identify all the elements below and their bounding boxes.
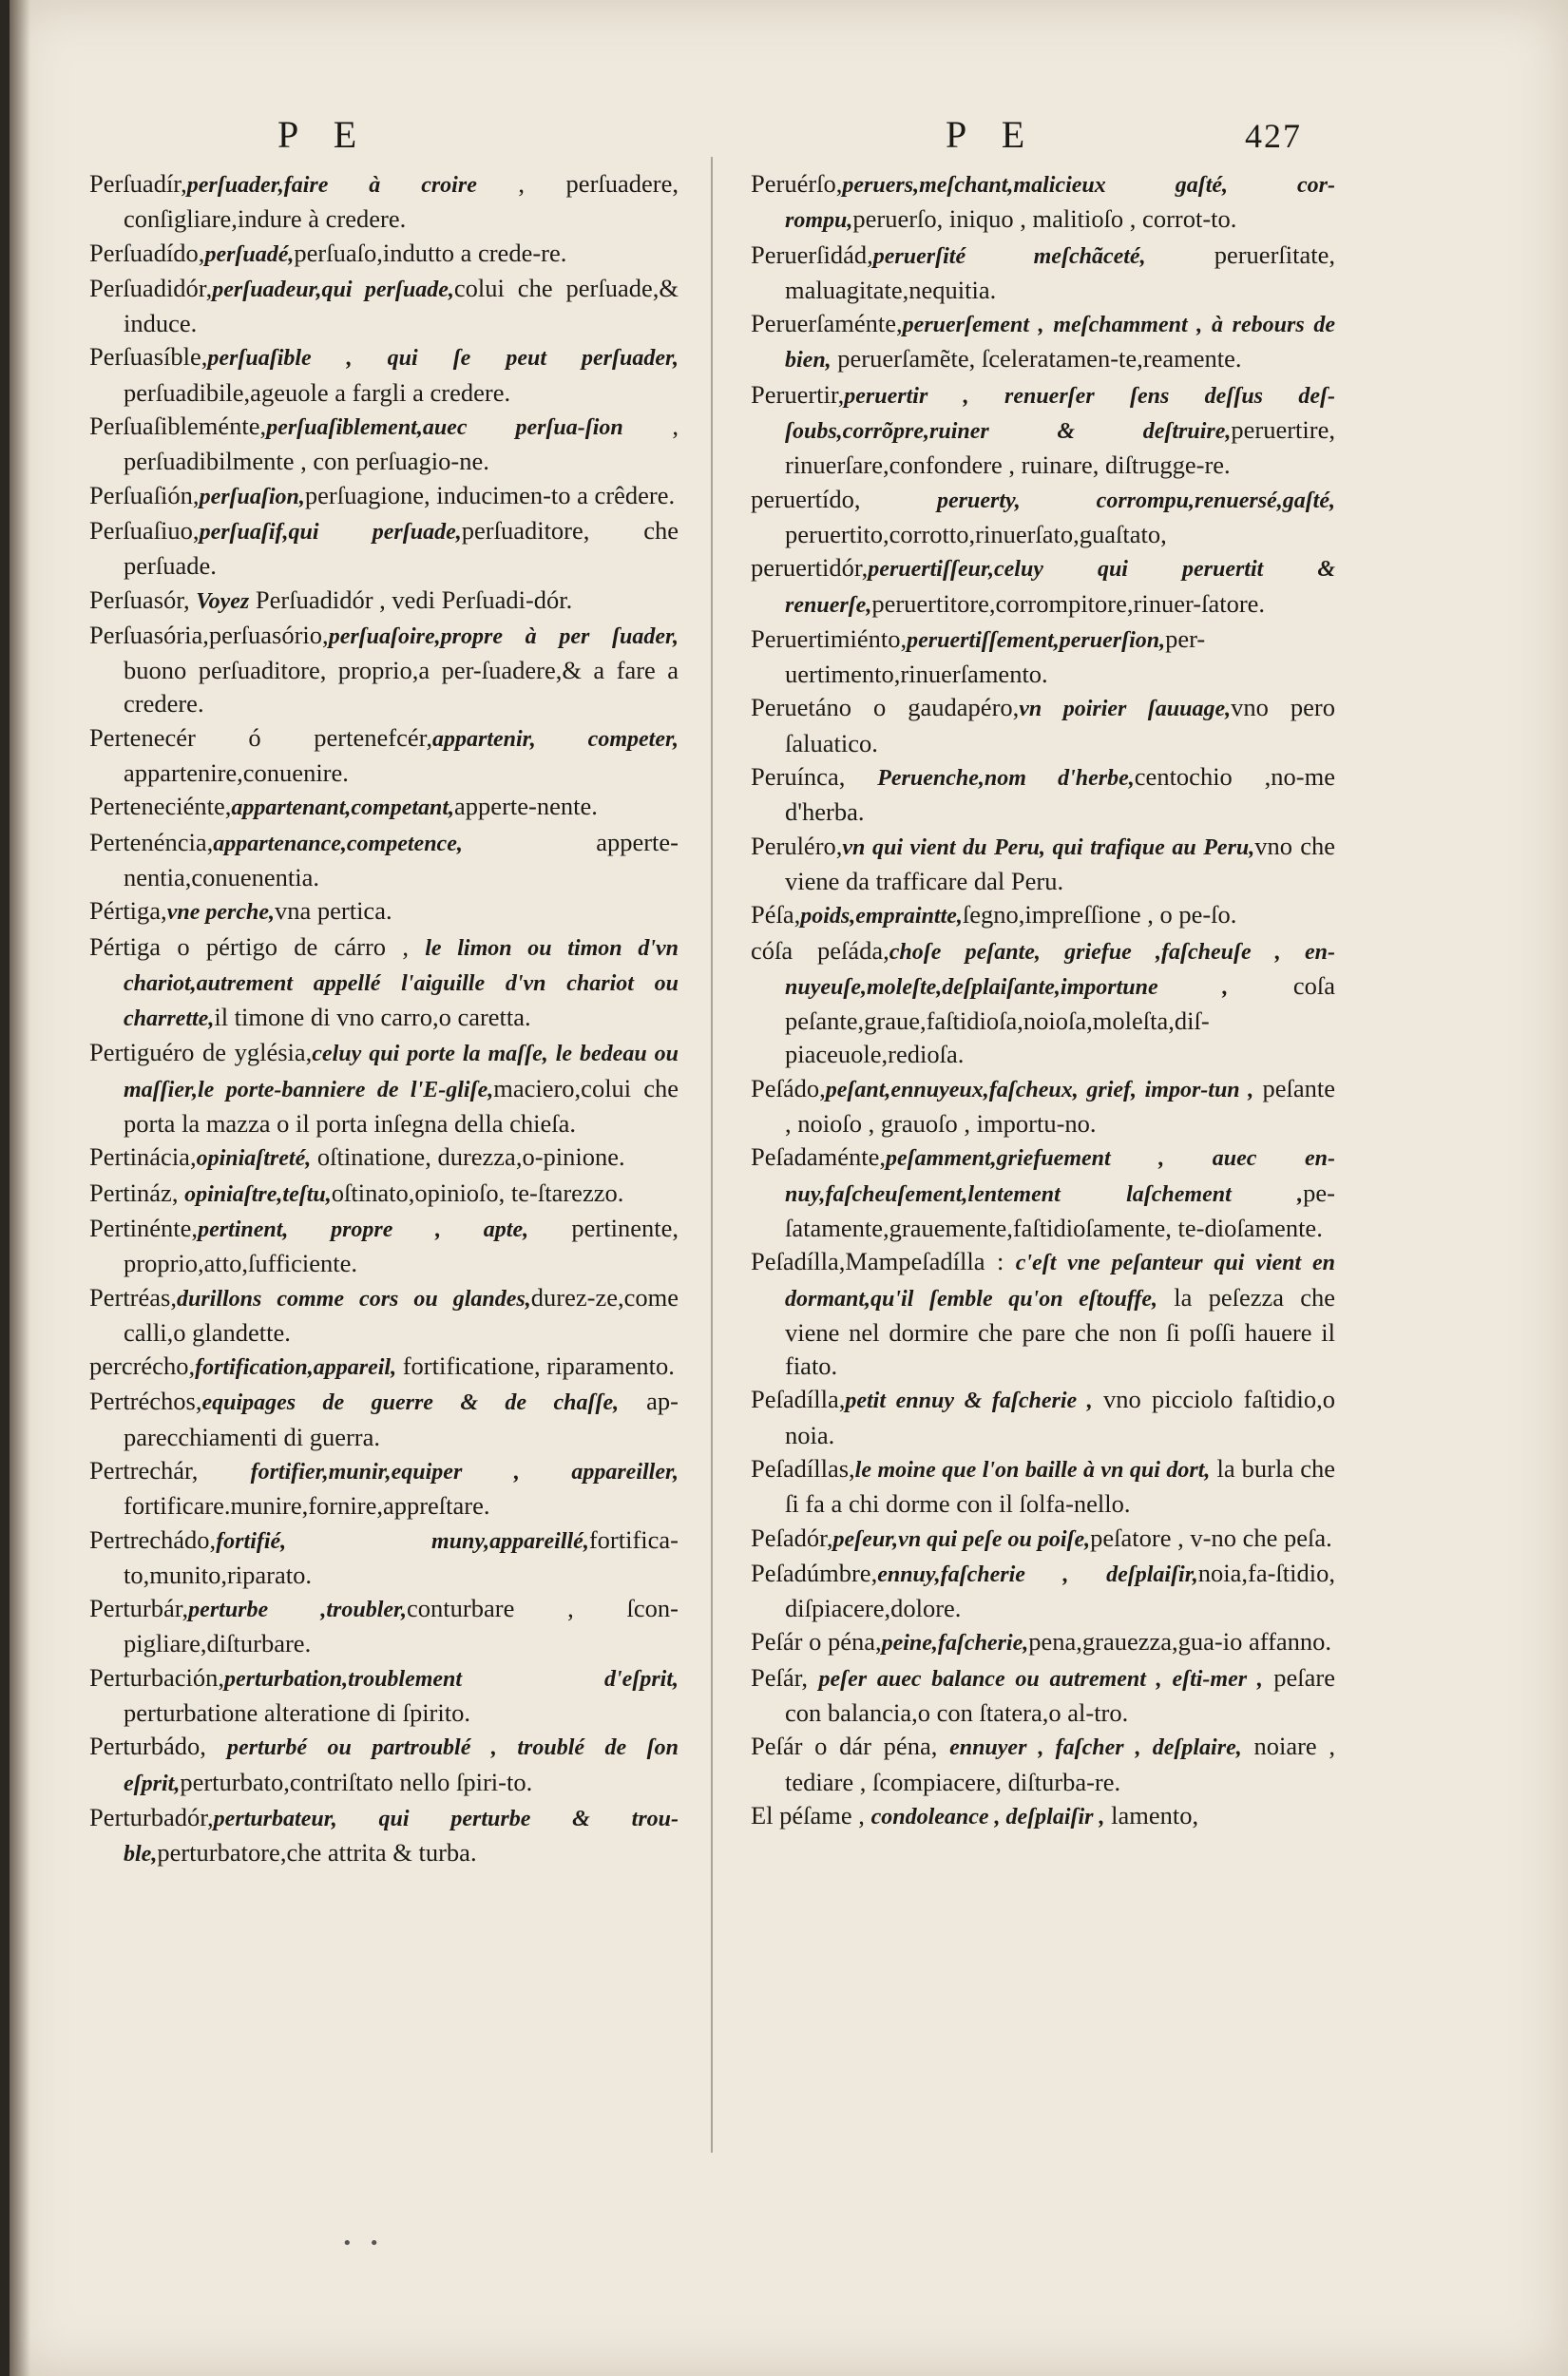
entry-headword: Peruínca,	[751, 762, 878, 792]
entry-italian-gloss: peruertitore,corrompitore,rinuer-ſatore.	[871, 588, 1266, 618]
entry-italian-gloss: peruertire, rinuerſare,confondere , ruinare, diſtrugge-re.	[785, 415, 1335, 480]
entry-headword: Peſár o dár péna,	[751, 1732, 950, 1761]
entry-french-gloss: peruerſité meſchãceté,	[872, 243, 1146, 269]
entry-french-gloss: fortifier,munir,equiper , appareiller,	[250, 1459, 679, 1485]
entry-headword: Perturbádo,	[89, 1732, 228, 1761]
entry-italian-gloss: apperte-nentia,conuenentia.	[124, 827, 679, 891]
entry-french-gloss: fortification,appareil,	[195, 1355, 397, 1381]
dictionary-entry	[89, 514, 679, 584]
entry-french-gloss: perſuaſiblement,auec perſua-ſion	[266, 415, 623, 441]
dictionary-entry	[751, 551, 1335, 623]
dictionary-entry	[89, 1801, 679, 1872]
entry-headword: Perſuadído,	[89, 238, 205, 267]
entry-french-gloss: vn poirier ſauuage,	[1019, 697, 1232, 722]
entry-headword: Perſuaſiuo,	[89, 515, 200, 545]
dictionary-entry	[89, 790, 679, 825]
entry-italian-gloss: colui che perſuade,& induce.	[124, 273, 679, 338]
entry-italian-gloss: peſatore , v-no che peſa.	[1090, 1523, 1332, 1552]
entry-french-gloss: Peruenche,nom d'herbe,	[877, 766, 1135, 792]
entry-french-gloss: le moine que l'on baille à vn qui dort,	[854, 1457, 1211, 1483]
entry-headword: cóſa peſáda,	[751, 935, 889, 965]
entry-headword: Péſa,	[751, 900, 801, 929]
entry-italian-gloss: perturbatione alteratione di ſpirito.	[124, 1698, 470, 1728]
dictionary-entry	[89, 1385, 679, 1454]
entry-headword: Peruérſo,	[751, 169, 843, 198]
entry-french-gloss: peine,faſcherie,	[881, 1631, 1029, 1657]
dictionary-entry	[751, 307, 1335, 378]
entry-french-gloss: poids,empraintte,	[800, 904, 963, 929]
entry-headword: Peſadílla,Mampeſadílla :	[751, 1247, 1016, 1276]
entry-french-gloss: perſuadé,	[204, 241, 295, 267]
dictionary-entry	[751, 1245, 1335, 1383]
entry-french-gloss: petit ennuy & faſcherie ,	[845, 1389, 1093, 1414]
entry-italian-gloss: il timone di vno carro,o caretta.	[214, 1003, 531, 1032]
dictionary-entry	[89, 1281, 679, 1351]
entry-italian-gloss: vno picciolo faſtidio,o noia.	[785, 1385, 1335, 1449]
dictionary-entry	[89, 1454, 679, 1523]
dictionary-entry	[751, 1557, 1335, 1626]
entry-italian-gloss: noiare , tediare , ſcompiacere, diſturba-re.	[785, 1732, 1336, 1796]
running-head-right: P E	[946, 113, 1039, 156]
entry-headword: Peruertir,	[751, 379, 845, 409]
entry-headword: Perſuadír,	[89, 169, 187, 198]
entry-italian-gloss: vna pertica.	[274, 896, 392, 926]
entry-headword: Pertináz,	[89, 1178, 185, 1207]
dictionary-entry	[89, 584, 679, 619]
dictionary-entry	[89, 1177, 679, 1212]
right-column	[751, 167, 1335, 1834]
dictionary-entry	[89, 619, 679, 721]
dictionary-entry	[89, 1592, 679, 1661]
entry-italian-gloss: perturbatore,che attrita & turba.	[157, 1838, 477, 1868]
entry-french-gloss: choſe peſante, griefue ,faſcheuſe , en-nuyeuſe,moleſte,deſplaiſante,importune ,	[785, 939, 1335, 1000]
entry-italian-gloss: ſegno,impreſſione , o pe-ſo.	[962, 900, 1237, 929]
entry-headword: Peruerſidád,	[751, 240, 873, 269]
entry-french-gloss: equipages de guerre & de chaſſe,	[201, 1390, 620, 1416]
dictionary-entry	[751, 1661, 1335, 1731]
entry-french-gloss: perturbé ou partroublé , troublé de ſon eſprit,	[124, 1735, 679, 1796]
entry-italian-gloss: Perſuadidór , vedi Perſuadi-dór.	[249, 584, 573, 614]
entry-headword: Pértiga,	[89, 896, 167, 926]
entry-headword: El péſame ,	[751, 1800, 871, 1830]
entry-headword: Peſár,	[751, 1662, 819, 1692]
entry-italian-gloss: buono perſuaditore, proprio,a per-ſuadere,& a fare a credere.	[124, 656, 679, 719]
entry-french-gloss: peruertiſſement,peruerſion,	[907, 627, 1166, 653]
entry-french-gloss: peruertir , renuerſer ſens deſſus deſ-ſoubs,corrõpre,ruiner & deſtruire,	[785, 383, 1335, 445]
entry-french-gloss: peſer auec balance ou autrement , eſti-mer ,	[818, 1666, 1263, 1692]
page-number: 427	[1245, 117, 1302, 155]
entry-italian-gloss: peruerſamẽte, ſceleratamen-te,reamente.	[831, 344, 1242, 374]
entry-headword: Perturbación,	[89, 1662, 225, 1692]
dictionary-entry	[89, 167, 679, 237]
entry-headword: peruertído,	[751, 484, 938, 513]
entry-french-gloss: vn qui vient du Peru, qui trafique au Peru,	[842, 834, 1255, 860]
dictionary-entry	[89, 237, 679, 272]
dictionary-entry	[751, 167, 1335, 239]
entry-headword: Pertréchos,	[89, 1387, 202, 1416]
entry-headword: Pertréas,	[89, 1282, 177, 1312]
entry-french-gloss: peſant,ennuyeux,faſcheux, grief, impor-tun ,	[825, 1077, 1254, 1102]
entry-italian-gloss: fortificatione, riparamento.	[396, 1351, 675, 1381]
dictionary-entry	[751, 1522, 1335, 1557]
entry-headword: Pertinénte,	[89, 1213, 199, 1242]
entry-italian-gloss: vno pero ſaluatico.	[785, 693, 1335, 757]
dictionary-entry	[751, 1799, 1335, 1834]
entry-italian-gloss: perturbato,contriſtato nello ſpiri-to.	[180, 1767, 533, 1796]
dictionary-entry	[751, 1730, 1335, 1799]
dictionary-entry	[89, 410, 679, 479]
entry-headword: Perteneciénte,	[89, 792, 232, 821]
dictionary-entry	[89, 479, 679, 514]
entry-italian-gloss: perſuadibile,ageuole a fargli a credere.	[124, 377, 511, 407]
entry-italian-gloss: oſtinatione, durezza,o-pinione.	[311, 1142, 625, 1172]
entry-french-gloss: peruers,meſchant,malicieux gaſté, cor-rompu,	[785, 173, 1335, 234]
entry-headword: peruertidór,	[751, 553, 869, 583]
entry-italian-gloss: per-uertimento,rinuerſamento.	[785, 623, 1206, 689]
entry-headword: Pertrechár,	[89, 1455, 251, 1485]
dictionary-entry	[89, 272, 679, 341]
entry-italian-gloss: lamento,	[1104, 1800, 1199, 1830]
entry-headword: Peruertimiénto,	[751, 623, 908, 653]
dictionary-entry	[89, 1661, 679, 1731]
dictionary-entry	[89, 826, 679, 895]
entry-headword: Perſuaſibleménte,	[89, 412, 267, 441]
dictionary-entry	[751, 1072, 1335, 1141]
dictionary-entry	[89, 1523, 679, 1593]
entry-french-gloss: vne perche,	[166, 900, 275, 926]
entry-headword: Pertenecér ó pertenefcér,	[89, 722, 432, 752]
entry-headword: Pértiga o pértigo de cárro ,	[89, 931, 426, 961]
entry-italian-gloss: vno che viene da trafficare dal Peru.	[785, 831, 1335, 895]
entry-headword: Perſuadidór,	[89, 273, 213, 302]
entry-french-gloss: peruertiſſeur,celuy qui peruertit & renuerſe,	[785, 557, 1335, 618]
dictionary-entry	[89, 340, 679, 410]
entry-headword: Peſadúmbre,	[751, 1558, 878, 1587]
entry-italian-gloss: pena,grauezza,gua-io affanno.	[1028, 1627, 1332, 1657]
dictionary-entry	[89, 930, 679, 1037]
binding-shadow	[10, 0, 30, 2376]
dictionary-entry	[89, 1212, 679, 1281]
entry-headword: Perſuasória,perſuasório,	[89, 620, 329, 649]
entry-italian-gloss: ap-parecchiamenti di guerra.	[124, 1387, 679, 1451]
entry-italian-gloss: la burla che ſi fa a chi dorme con il ſolfa-nello.	[785, 1453, 1335, 1519]
dictionary-page	[10, 0, 1568, 2376]
entry-headword: Peſár o péna,	[751, 1627, 882, 1657]
dictionary-entry	[89, 1140, 679, 1176]
dictionary-entry	[751, 483, 1335, 552]
entry-italian-gloss: oſtinato,opinioſo, te-ſtarezzo.	[331, 1178, 624, 1207]
entry-headword: Peſadíllas,	[751, 1453, 855, 1483]
entry-french-gloss: perſuader,faire à croire	[186, 173, 477, 198]
entry-french-gloss: pertinent, propre , apte,	[198, 1217, 529, 1242]
dictionary-entry	[89, 894, 679, 929]
entry-headword: Perſuasíble,	[89, 342, 208, 372]
entry-italian-gloss: apperte-nente.	[454, 792, 598, 821]
entry-french-gloss: perſuaſif,qui perſuade,	[199, 519, 462, 545]
dictionary-entry	[751, 239, 1335, 308]
entry-french-gloss: condoleance , deſplaiſir ,	[870, 1804, 1105, 1830]
entry-french-gloss: ennuy,faſcherie , deſplaiſir,	[877, 1562, 1198, 1587]
entry-headword: Peſadaménte,	[751, 1142, 887, 1172]
entry-italian-gloss: maciero,colui che porta la mazza o il porta inſegna della chieſa.	[124, 1073, 679, 1139]
entry-headword: Perſuasór,	[89, 584, 197, 614]
dictionary-entry	[751, 760, 1335, 830]
entry-italian-gloss: durez-ze,come calli,o glandette.	[124, 1282, 679, 1347]
entry-headword: Peruerſaménte,	[751, 309, 903, 338]
entry-french-gloss: perſuaſible , qui ſe peut perſuader,	[207, 346, 679, 372]
entry-headword: percrécho,	[89, 1351, 196, 1381]
column-rule	[711, 157, 713, 2153]
entry-french-gloss: perſuaſoire,propre à per ſuader,	[328, 623, 679, 649]
entry-french-gloss: perturbation,troublement d'eſprit,	[224, 1666, 679, 1692]
dictionary-entry	[751, 898, 1335, 933]
entry-french-gloss: opiniaſtre,teſtu,	[184, 1181, 332, 1207]
entry-headword: Peſadílla,	[751, 1385, 846, 1414]
entry-italian-gloss: appartenire,conuenire.	[124, 758, 349, 788]
dictionary-entry	[751, 691, 1335, 760]
entry-french-gloss: appartenir, competer,	[432, 726, 679, 752]
entry-italian-gloss: , perſuadibilmente , con perſuagio-ne.	[124, 412, 679, 476]
entry-italian-gloss: peruerſo, iniquo , malitioſo , corrot-to.	[852, 204, 1237, 234]
entry-italian-gloss: perſuaſo,indutto a crede-re.	[294, 238, 567, 267]
entry-french-gloss: durillons comme cors ou glandes,	[176, 1286, 531, 1312]
entry-italian-gloss: la peſezza che viene nel dormire che pare che non ſi poſſi hauere il fiato.	[785, 1282, 1335, 1381]
entry-italian-gloss: , perſuadere, conſigliare,indure à credere.	[124, 169, 679, 234]
entry-headword: Pertiguéro de yglésia,	[89, 1038, 313, 1067]
entry-french-gloss: perturbateur, qui perturbe & trou-ble,	[124, 1806, 679, 1868]
entry-french-gloss: ennuyer , faſcher , deſplaire,	[949, 1735, 1242, 1761]
entry-italian-gloss: conturbare , ſcon-pigliare,diſturbare.	[124, 1594, 679, 1658]
entry-french-gloss: c'eſt vne peſanteur qui vient en dormant,qu'il ſemble qu'on eſtouffe,	[785, 1251, 1335, 1312]
entry-french-gloss: peruerty, corrompu,renuersé,gaſté,	[937, 488, 1335, 513]
entry-headword: Perturbadór,	[89, 1802, 214, 1831]
dictionary-entry	[751, 1452, 1335, 1522]
entry-italian-gloss: perſuagione, inducimen-to a crêdere.	[304, 480, 676, 509]
entry-headword: Peſadór,	[751, 1523, 833, 1552]
entry-italian-gloss: perſuaditore, che perſuade.	[124, 515, 679, 581]
dictionary-entry	[751, 623, 1335, 692]
dictionary-entry	[751, 830, 1335, 899]
entry-french-gloss: Voyez	[196, 588, 250, 614]
entry-italian-gloss: fortifica-to,munito,riparato.	[124, 1524, 679, 1589]
entry-italian-gloss: noia,fa-ſtidio, diſpiacere,dolore.	[785, 1558, 1335, 1623]
entry-italian-gloss: pertinente, proprio,atto,ſufficiente.	[124, 1213, 679, 1278]
dictionary-entry	[89, 1350, 679, 1385]
entry-french-gloss: peruerſement , meſchamment , à rebours de bien,	[785, 313, 1335, 374]
dictionary-entry	[89, 721, 679, 791]
dictionary-entry	[89, 1036, 679, 1140]
entry-italian-gloss: peruertito,corrotto,rinuerſato,guaſtato,	[785, 519, 1167, 548]
entry-italian-gloss: centochio ,no-me d'herba.	[785, 762, 1336, 827]
running-head-left: P E	[277, 113, 371, 156]
entry-french-gloss: perturbe ,troubler,	[188, 1598, 408, 1623]
entry-french-gloss: perſuadeur,qui perſuade,	[212, 277, 454, 302]
entry-headword: Pertinácia,	[89, 1142, 197, 1172]
entry-french-gloss: appartenant,competant,	[231, 795, 455, 821]
entry-headword: Perturbár,	[89, 1594, 189, 1623]
entry-italian-gloss: coſa peſante,graue,faſtidioſa,noioſa,moleſta,diſ-piaceuole,redioſa.	[785, 970, 1336, 1069]
entry-headword: Pertenéncia,	[89, 827, 214, 856]
entry-french-gloss: le limon ou timon d'vn chariot,autrement appellé l'aiguille d'vn chariot ou charrette,	[124, 935, 679, 1032]
entry-french-gloss: celuy qui porte la maſſe, le bedeau ou maſſier,le porte-banniere de l'E-gliſe,	[124, 1042, 679, 1102]
entry-italian-gloss: fortificare.munire,fornire,appreſtare.	[124, 1491, 490, 1521]
entry-headword: Peruléro,	[751, 831, 843, 860]
dictionary-entry	[751, 1625, 1335, 1660]
left-column	[89, 167, 679, 1872]
entry-italian-gloss: peſante , noioſo , grauoſo , importu-no.	[785, 1073, 1335, 1139]
footer-marks: • •	[342, 2233, 385, 2253]
dictionary-entry	[751, 1140, 1335, 1245]
entry-headword: Peſádo,	[751, 1073, 826, 1102]
entry-french-gloss: peſamment,griefuement , auec en-nuy,faſcheuſement,lentement laſchement ,	[785, 1146, 1335, 1207]
dictionary-entry	[89, 1730, 679, 1801]
entry-headword: Pertrechádo,	[89, 1524, 217, 1554]
dictionary-entry	[751, 378, 1335, 483]
entry-headword: Peruetáno o gaudapéro,	[751, 693, 1020, 722]
entry-italian-gloss: pe-ſatamente,grauemente,faſtidioſamente, te-dioſamente.	[785, 1178, 1335, 1242]
entry-italian-gloss: peſare con balancia,o con ſtatera,o al-tro.	[785, 1662, 1336, 1728]
dictionary-entry	[751, 1383, 1335, 1452]
entry-french-gloss: perſuaſion,	[199, 484, 305, 509]
entry-italian-gloss: peruerſitate, maluagitate,nequitia.	[785, 240, 1335, 304]
entry-french-gloss: fortifié, muny,appareillé,	[216, 1528, 589, 1554]
dictionary-entry	[751, 934, 1335, 1072]
entry-headword: Perſuaſión,	[89, 480, 200, 509]
entry-french-gloss: opiniaſtreté,	[196, 1146, 312, 1172]
entry-french-gloss: appartenance,competence,	[213, 831, 463, 856]
entry-french-gloss: peſeur,vn qui peſe ou poiſe,	[832, 1526, 1091, 1552]
